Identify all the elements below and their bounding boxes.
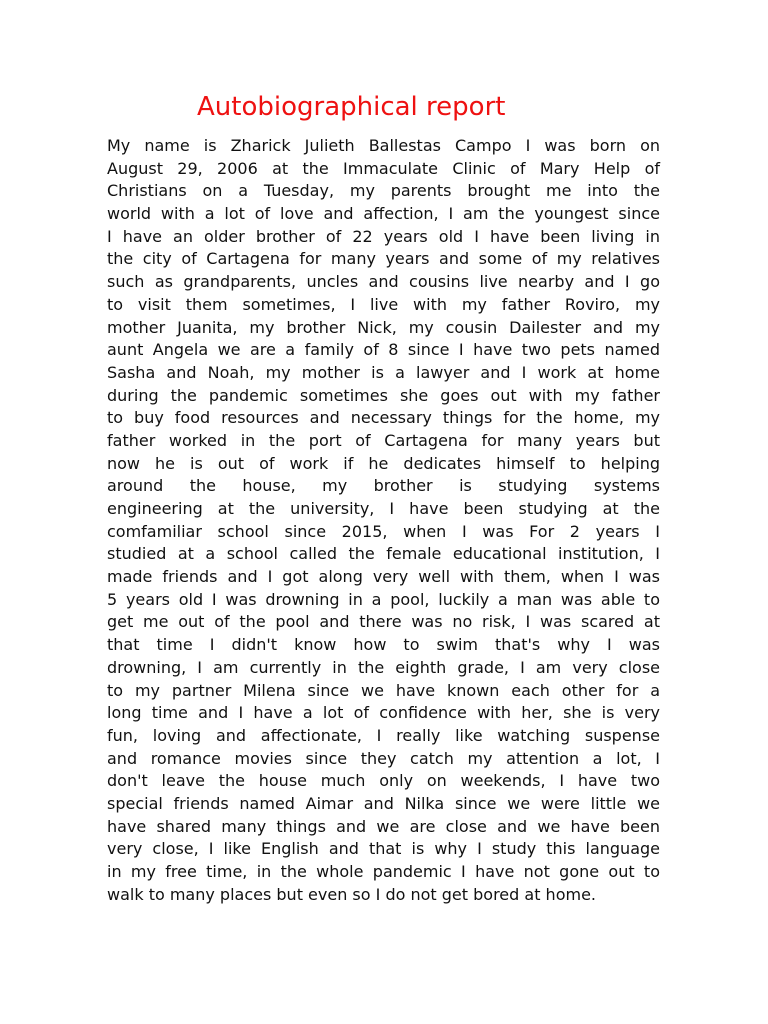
body-line: get me out of the pool and there was no risk, I was scared at	[107, 612, 660, 632]
body-line: such as grandparents, uncles and cousins live nearby and I go	[107, 272, 660, 292]
body-line: and romance movies since they catch my attention a lot, I	[107, 748, 660, 768]
body-line: the city of Cartagena for many years and some of my relatives	[107, 249, 660, 269]
body-line: in my free time, in the whole pandemic I have not gone out to	[107, 862, 660, 881]
body-line: fun, loving and affectionate, I really like watching suspense	[107, 725, 660, 745]
body-line: very close, I like English and that is why I study this language	[107, 839, 660, 859]
body-line: mother Juanita, my brother Nick, my cousin Dailester and my	[107, 317, 660, 337]
body-line: My name is Zharick Julieth Ballestas Campo I was born on	[107, 136, 660, 155]
body-line: special friends named Aimar and Nilka since we were little we	[107, 793, 660, 813]
body-line: to my partner Milena since we have known each other for a	[107, 680, 660, 700]
body-line: comfamiliar school since 2015, when I was For 2 years I	[107, 521, 660, 541]
body-line: studied at a school called the female educational institution, I	[107, 544, 660, 564]
body-line: Sasha and Noah, my mother is a lawyer and I work at home	[107, 362, 660, 382]
body-line: drowning, I am currently in the eighth grade, I am very close	[107, 657, 660, 677]
body-line: I have an older brother of 22 years old I have been living in	[107, 226, 660, 246]
body-line: to visit them sometimes, I live with my father Roviro, my	[107, 294, 660, 314]
body-line: walk to many places but even so I do not get bored at home.	[107, 884, 596, 904]
body-line: Christians on a Tuesday, my parents brought me into the	[107, 181, 660, 201]
body-line: don't leave the house much only on weekends, I have two	[107, 771, 660, 791]
body-line: aunt Angela we are a family of 8 since I have two pets named	[107, 340, 660, 360]
body-line: around the house, my brother is studying systems	[107, 476, 660, 496]
body-line: long time and I have a lot of confidence with her, she is very	[107, 703, 660, 723]
body-line: that time I didn't know how to swim that's why I was	[107, 635, 660, 655]
body-line: made friends and I got along very well with them, when I was	[107, 567, 660, 587]
body-line: world with a lot of love and affection, I am the youngest since	[107, 204, 660, 224]
body-line: during the pandemic sometimes she goes out with my father	[107, 385, 660, 405]
body-line: engineering at the university, I have been studying at the	[107, 499, 660, 518]
body-line: August 29, 2006 at the Immaculate Clinic of Mary Help of	[107, 158, 660, 178]
body-line: 5 years old I was drowning in a pool, luckily a man was able to	[107, 589, 660, 609]
body-line: to buy food resources and necessary things for the home, my	[107, 408, 660, 428]
document-body	[107, 135, 660, 906]
document-title: Autobiographical report	[197, 92, 506, 122]
body-line: father worked in the port of Cartagena for many years but	[107, 430, 660, 450]
body-line: have shared many things and we are close and we have been	[107, 816, 660, 836]
body-line: now he is out of work if he dedicates himself to helping	[107, 453, 660, 473]
